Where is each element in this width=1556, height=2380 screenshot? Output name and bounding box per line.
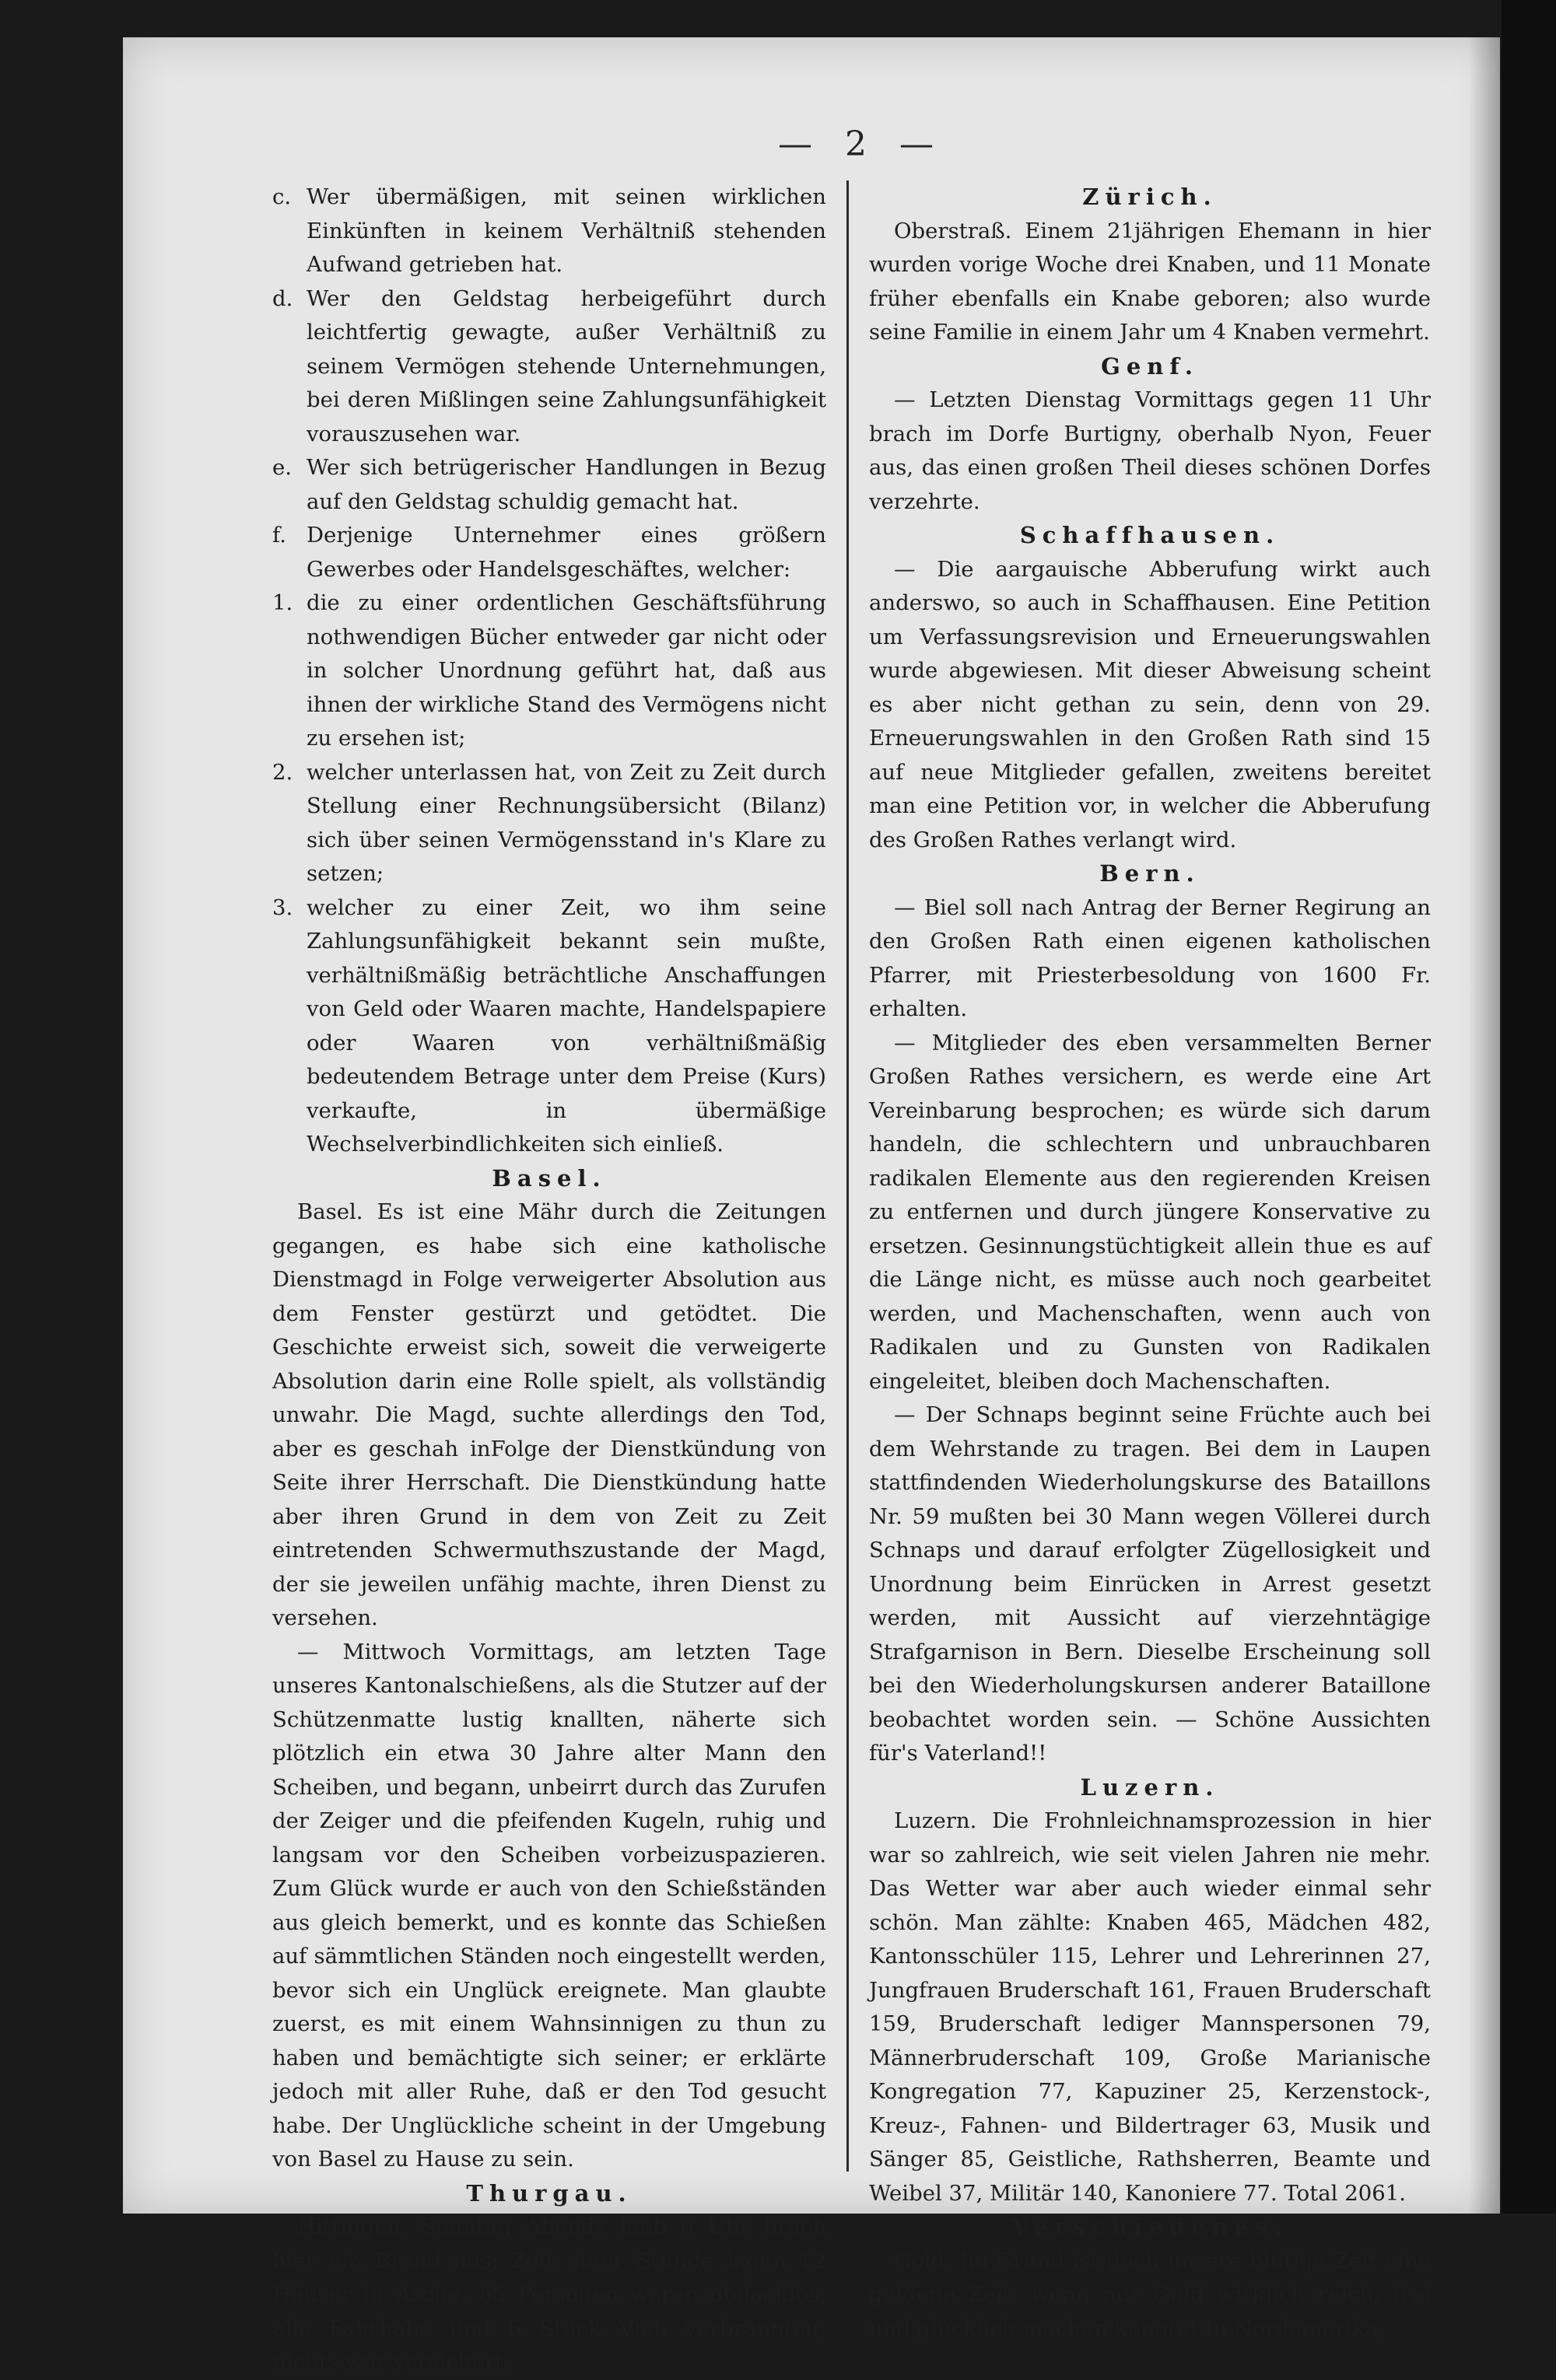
list-item [272,756,826,891]
item-label: d. [272,285,293,311]
section-heading-verschiedenes: Verschiedenes. [1011,2214,1288,2240]
article-paragraph: — Mittwoch Vormittags, am letzten Tage unseres Kantonalschießens, als die Stutzer auf der Schützenmatte lustig knallten, näherte sich plötzlich ein etwa 30 Jahre alter Mann den Scheiben, und begann, unbeirrt durch das Zurufen der Zeiger und die pfeifenden Kugeln, ruhig und langsam vor den Scheiben vorbeizuspazieren. Zum Glück wurde er auch von den Schießständen aus gleich bemerkt, und es konnte das Schießen auf sämmtlichen Ständen noch eingestellt werden, bevor sich ein Unglück ereignete. Man glaubte zuerst, es mit einem Wahnsinnigen zu thun zu haben und bemächtigte sich seiner; er erklärte jedoch mit aller Ruhe, daß er den Tod gesucht habe. Der Unglückliche scheint in der Umgebung von Basel zu Hause zu sein. [272,1639,826,2172]
article-paragraph: Basel. Es ist eine Mähr durch die Zeitungen gegangen, es habe sich eine katholische Dienstmagd in Folge verweigerter Absolution aus dem Fenster gestürzt und getödtet. Die Geschichte erweist sich, soweit die verweigerte Absolution darin eine Rolle spielt, als vollständig unwahr. Die Magd, suchte allerdings den Tod, aber es geschah inFolge der Dienstkündung von Seite ihrer Herrschaft. Die Dienstkündung hatte aber ihren Grund in dem von Zeit zu Zeit eintretenden Schwermuthszustande der Magd, der sie jeweilen unfähig machte, ihren Dienst zu versehen. [272,1199,826,1630]
item-label: 2. [272,759,293,785]
section-heading-zurich: Zürich. [1082,184,1218,210]
list-item [272,891,826,1162]
list-item [272,519,826,586]
left-column [272,180,826,2380]
section-heading-thurgau: Thurgau. [466,2179,633,2207]
page-number: — 2 — [778,124,944,164]
item-label: c. [272,184,292,209]
article-paragraph: — Mitglieder des eben versammelten Berner Großen Rathes versichern, es werde eine Art Vereinbarung besprochen; es würde sich darum handeln, die schlechtern und unbrauchbaren radikalen Elemente aus den regierenden Kreisen zu entfernen und durch jüngere Konservative zu ersetzen. Gesinnungstüchtigkeit allein thue es auf die Länge nicht, es müsse auch noch gearbeitet werden, und Machenschaften, wenn auch von Radikalen und zu Gunsten von Radikalen eingeleitet, bleiben doch Machenschaften. [869,1030,1431,1394]
section-heading-luzern: Luzern. [1080,1773,1220,1801]
scan-edge [1502,0,1556,2214]
article-paragraph: Hittingen. Sonntag Abends halb 6 Uhr brach hier ein Brand aus; Zeit einer Stunde lagen 12 Häuser in Asche, 65 Personen waren obdachlos, alle Fahrhabe und 6 Stück Vieh verbrannten; nichts war versichert. [272,2214,826,2375]
item-text: Wer den Geldstag herbeigeführt durch leichtfertig gewagte, außer Verhältniß zu seinem Vermögen stehende Unternehmungen, bei deren Mißlingen seine Zahlungsunfähigkeit vorauszusehen war. [307,285,826,446]
item-text: welcher zu einer Zeit, wo ihm seine Zahlungsunfähigkeit bekannt sein mußte, verhältnißmäßig beträchtliche Anschaffungen von Geld oder Waaren machte, Handelspapiere oder Waaren von verhältnißmäßig bedeutendem Betrage unter dem Preise (Kurs) verkaufte, in übermäßige Wechselverbindlichkeiten sich einließ. [307,894,826,1157]
article-paragraph: Gold. Im Grund ist doch unsere blutige Zeit eine goldene Zeit, wenn nur Gold wirklich reich, frei und glücklich machen könnte! In Nordamerika, [869,2248,1431,2341]
article-paragraph: Luzern. Die Frohnleichnamsprozession in hier war so zahlreich, wie seit vielen Jahren nie mehr. Das Wetter war aber auch wieder einmal sehr schön. Man zählte: Knaben 465, Mädchen 482, Kantonsschüler 115, Lehrer und Lehrerinnen 27, Jungfrauen Bruderschaft 161, Frauen Bruderschaft 159, Bruderschaft lediger Mannspersonen 79, Männerbruderschaft 109, Große Marianische Kongregation 77, Kapuziner 25, Kerzenstock-, Kreuz-, Fahnen- und Bildertrager 63, Musik und Sänger 85, Geistliche, Rathsherren, Beamte und Weibel 37, Militär 140, Kanoniere 77. Total 2061. [869,1808,1431,2206]
list-item [272,451,826,519]
item-text: welcher unterlassen hat, von Zeit zu Zeit durch Stellung einer Rechnungsübersicht (Bilanz) sich über seinen Vermögensstand in's Klare zu setzen; [307,759,826,886]
section-heading-bern: Bern. [1099,860,1200,887]
section-heading-basel: Basel. [492,1164,607,1192]
right-column [869,180,1431,2346]
section-heading-schaffhausen: Schaffhausen. [1019,522,1281,548]
item-label: e. [272,455,293,480]
article-paragraph: Oberstraß. Einem 21jährigen Ehemann in hier wurden vorige Woche drei Knaben, und 11 Monate früher ebenfalls ein Knabe geboren; also wurde seine Familie in einem Jahr um 4 Knaben vermehrt. [869,218,1431,345]
article-paragraph: — Biel soll nach Antrag der Berner Regirung an den Großen Rath einen eigenen katholischen Pfarrer, mit Priesterbesoldung von 1600 Fr. erhalten. [869,894,1431,1021]
section-heading-genf: Genf. [1101,352,1199,380]
item-text: die zu einer ordentlichen Geschäftsführung nothwendigen Bücher entweder gar nicht oder in solcher Unordnung geführt hat, daß aus ihnen der wirkliche Stand des Vermögens nicht zu ersehen ist; [307,590,826,751]
list-item [272,180,826,282]
article-paragraph: — Die aargauische Abberufung wirkt auch anderswo, so auch in Schaffhausen. Eine Petition um Verfassungsrevision und Erneuerungswahlen wurde abgewiesen. Mit dieser Abweisung scheint es aber nicht gethan zu sein, denn von 29. Erneuerungswahlen in den Großen Rath sind 15 auf neue Mitglieder gefallen, zweitens bereitet man eine Petition vor, in welcher die Abberufung des Großen Rathes verlangt wird. [869,556,1431,852]
article-paragraph: — Letzten Dienstag Vormittags gegen 11 Uhr brach im Dorfe Burtigny, oberhalb Nyon, Feuer aus, das einen großen Theil dieses schönen Dorfes verzehrte. [869,387,1431,514]
article-paragraph: — Der Schnaps beginnt seine Früchte auch bei dem Wehrstande zu tragen. Bei dem in Laupen stattfindenden Wiederholungskurse des Bataillons Nr. 59 mußten bei 30 Mann wegen Völlerei durch Schnaps und darauf erfolgter Zügellosigkeit und Unordnung beim Einrücken in Arrest gesetzt werden, mit Aussicht auf vierzehntägige Strafgarnison in Bern. Dieselbe Erscheinung soll bei den Wiederholungskursen anderer Bataillone beobachtet worden sein. — Schöne Aussichten für's Vaterland!! [869,1402,1431,1766]
column-divider [846,180,849,2172]
item-text: Wer übermäßigen, mit seinen wirklichen Einkünften in keinem Verhältniß stehenden Aufwand getrieben hat. [307,184,826,277]
list-item [272,282,826,452]
item-label: f. [272,523,286,548]
item-label: 3. [272,894,293,920]
list-item [272,586,826,756]
item-text: Derjenige Unternehmer eines größern Gewerbes oder Handelsgeschäftes, welcher: [307,523,826,582]
item-label: 1. [272,590,293,615]
item-text: Wer sich betrügerischer Handlungen in Bezug auf den Geldstag schuldig gemacht hat. [307,455,826,514]
